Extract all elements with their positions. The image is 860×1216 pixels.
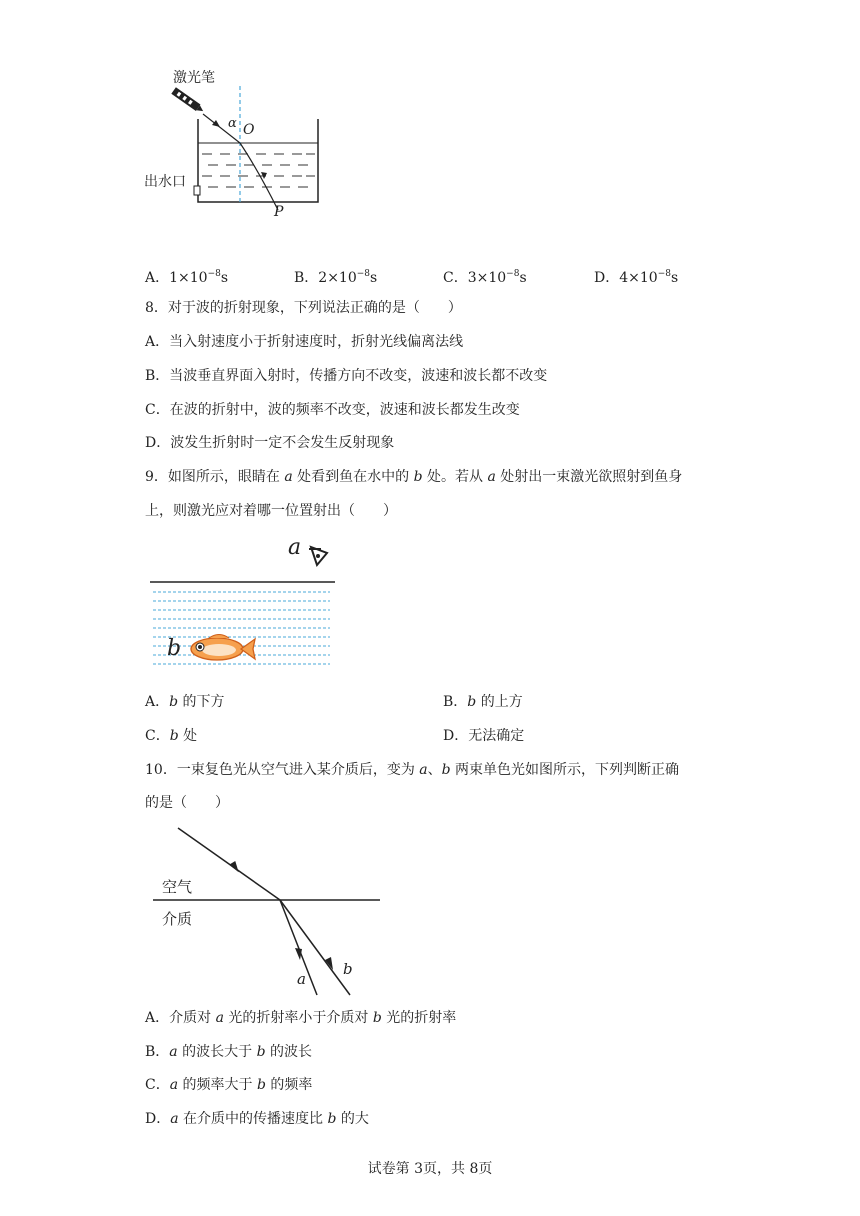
q10-option-a: A．介质对 a 光的折射率小于介质对 b 光的折射率	[145, 1010, 457, 1026]
q9-stem-line1: 9．如图所示，眼睛在 a 处看到鱼在水中的 b 处。若从 a 处射出一束激光欲照射到鱼身	[145, 469, 683, 485]
q9-option-c: C．b 处	[145, 728, 198, 744]
air-label: 空气	[162, 878, 193, 896]
q8-stem: 8．对于波的折射现象，下列说法正确的是（ ）	[145, 300, 462, 316]
point-a-label: a	[288, 535, 302, 560]
outlet-label: 出水口	[144, 174, 186, 190]
q9-option-b: B．b 的上方	[443, 694, 523, 710]
q9-stem-line2: 上，则激光应对着哪一位置射出（ ）	[145, 503, 397, 519]
page-footer: 试卷第 3页，共 8页	[367, 1161, 493, 1177]
eye-icon	[309, 547, 327, 565]
q10-option-b: B．a 的波长大于 b 的波长	[145, 1044, 312, 1060]
q9-option-d: D．无法确定	[443, 728, 525, 744]
fish-icon	[191, 635, 255, 661]
q8-option-b: B．当波垂直界面入射时，传播方向不改变，波速和波长都不改变	[145, 368, 548, 384]
ray-a-label: a	[297, 970, 306, 988]
q9-option-a: A．b 的下方	[145, 694, 225, 710]
medium-label: 介质	[162, 910, 193, 928]
q10-stem-line2: 的是（ ）	[145, 795, 229, 811]
laser-tank-diagram	[140, 62, 340, 232]
q10-option-d: D．a 在介质中的传播速度比 b 的大	[145, 1111, 369, 1127]
q10-stem-line1: 10．一束复色光从空气进入某介质后，变为 a、b 两束单色光如图所示，下列判断正确	[145, 762, 680, 778]
q7-option-d: D．$4\times 10^{-8}s$	[594, 269, 679, 286]
point-o-label: O	[243, 122, 255, 138]
q8-option-a: A．当入射速度小于折射速度时，折射光线偏离法线	[145, 334, 464, 350]
figure-laser-tank	[140, 62, 340, 232]
q8-option-d: D．波发生折射时一定不会发生反射现象	[145, 435, 395, 451]
ray-b-label: b	[343, 960, 353, 978]
figure-eye-fish	[145, 535, 345, 675]
q10-option-c: C．a 的频率大于 b 的频率	[145, 1077, 313, 1093]
laser-pen-label: 激光笔	[173, 70, 215, 86]
figure-refraction	[145, 820, 395, 1000]
q7-option-a: A．$1\times 10^{-8}s$	[145, 269, 229, 286]
point-p-label: P	[274, 204, 284, 220]
q7-option-b: B．$2\times 10^{-8}s$	[294, 269, 378, 286]
q8-option-c: C．在波的折射中，波的频率不改变，波速和波长都发生改变	[145, 402, 520, 418]
angle-alpha-label: α	[228, 116, 237, 131]
point-b-label: b	[167, 636, 182, 661]
q7-option-c: C．$3\times 10^{-8}s$	[443, 269, 527, 286]
